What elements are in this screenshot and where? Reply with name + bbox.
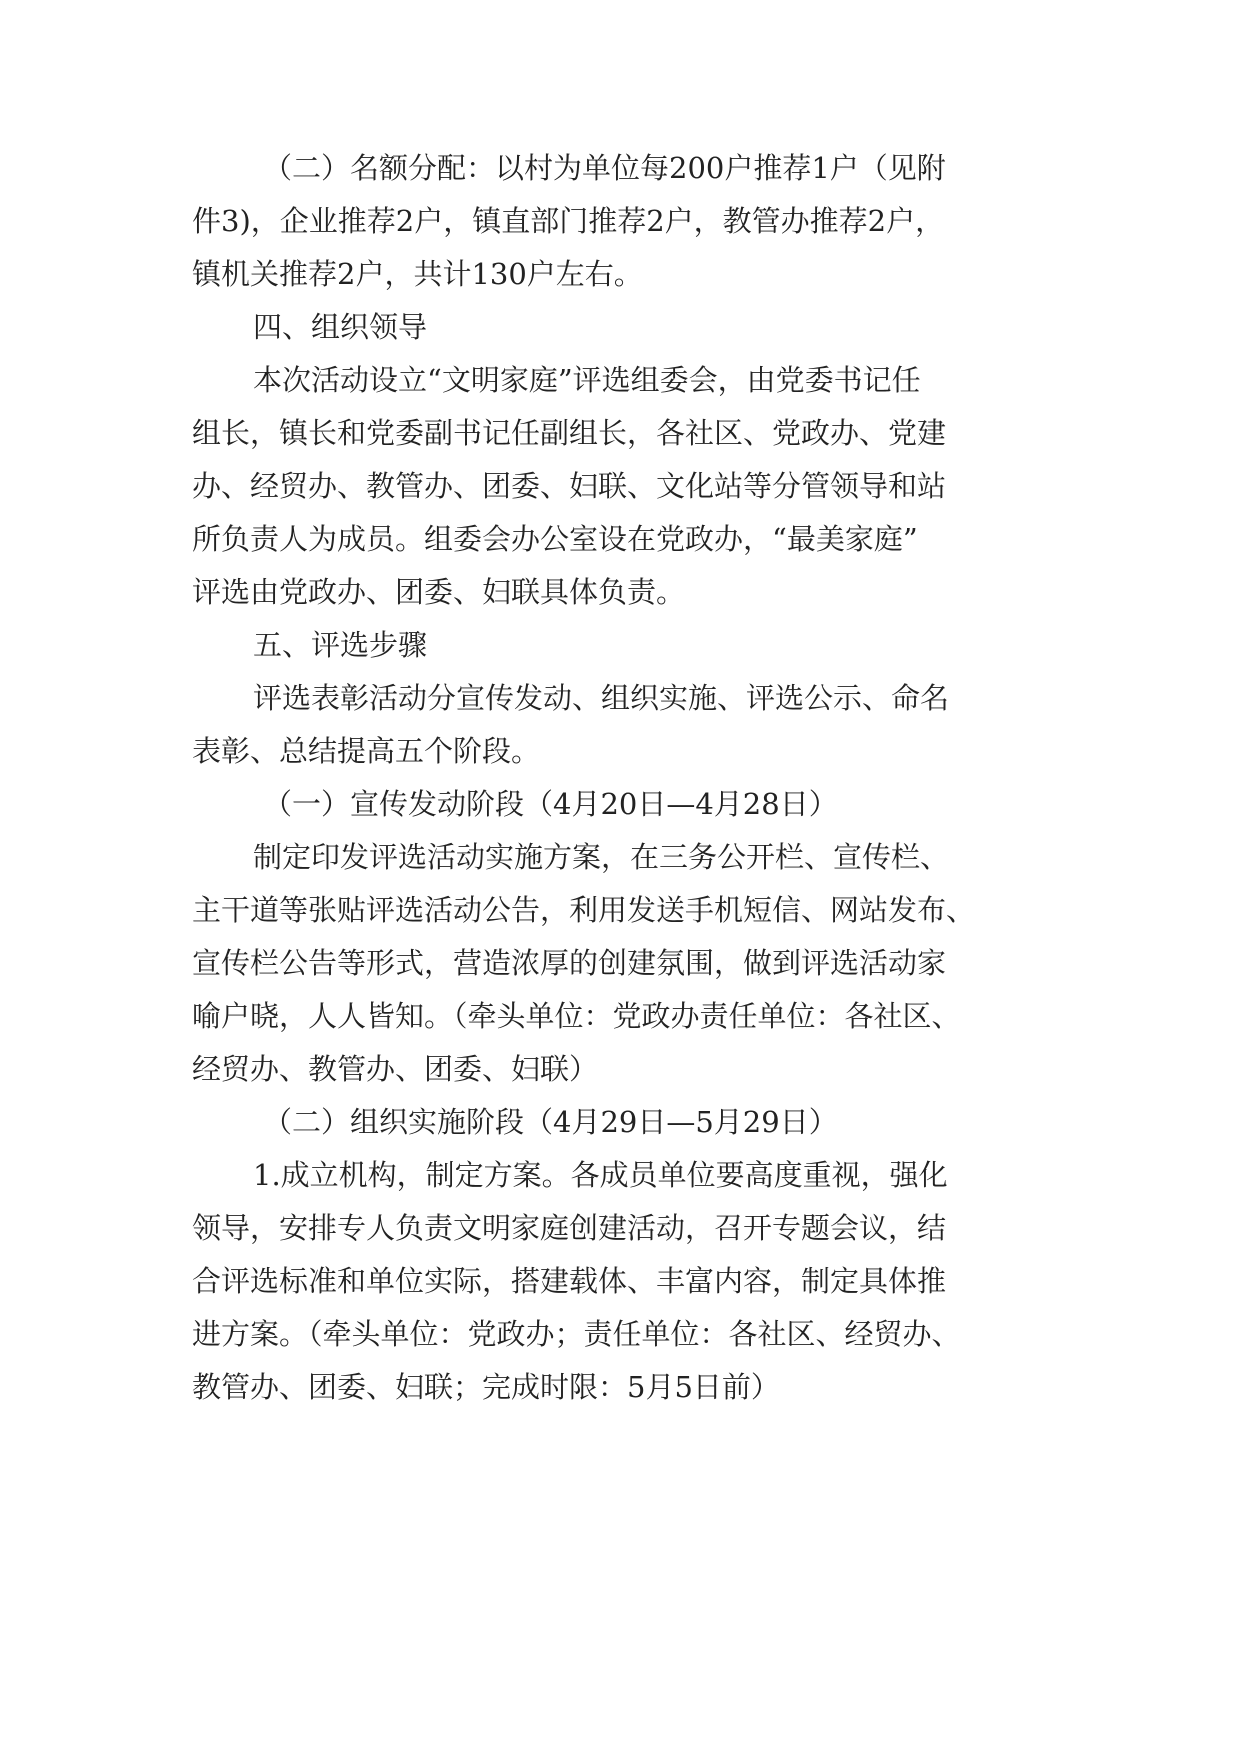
paragraph-quota-line-3: 镇机关推荐2户，共计130户左右。 [192, 257, 643, 291]
paragraph-organization-line-1: 本次活动设立“文明家庭”评选组委会，由党委书记任 [253, 363, 921, 397]
paragraph-implementation-line-5: 教管办、团委、妇联；完成时限：5月5日前） [192, 1370, 780, 1404]
section-heading-steps: 五、评选步骤 [253, 628, 428, 662]
paragraph-steps-line-1: 评选表彰活动分宣传发动、组织实施、评选公示、命名 [253, 681, 950, 715]
paragraph-implementation-line-4: 进方案。（牵头单位：党政办；责任单位：各社区、经贸办、 [192, 1317, 961, 1351]
paragraph-organization-line-4: 所负责人为成员。组委会办公室设在党政办，“最美家庭” [192, 522, 918, 556]
subheading-publicity-stage: （一）宣传发动阶段（4月20日—4月28日） [263, 787, 838, 821]
paragraph-organization-line-5: 评选由党政办、团委、妇联具体负责。 [192, 575, 686, 609]
paragraph-implementation-line-3: 合评选标准和单位实际，搭建载体、丰富内容，制定具体推 [192, 1264, 947, 1298]
subheading-implementation-stage: （二）组织实施阶段（4月29日—5月29日） [263, 1105, 838, 1139]
paragraph-implementation-line-1: 1.成立机构，制定方案。各成员单位要高度重视，强化 [253, 1158, 948, 1192]
paragraph-quota-line-1: （二）名额分配：以村为单位每200户推荐1户（见附 [263, 151, 946, 185]
paragraph-organization-line-2: 组长，镇长和党委副书记任副组长，各社区、党政办、党建 [192, 416, 947, 450]
paragraph-publicity-line-1: 制定印发评选活动实施方案，在三务公开栏、宣传栏、 [253, 840, 950, 874]
paragraph-publicity-line-5: 经贸办、教管办、团委、妇联） [192, 1052, 599, 1086]
paragraph-publicity-line-4: 喻户晓，人人皆知。（牵头单位：党政办责任单位：各社区、 [192, 999, 961, 1033]
section-heading-organization: 四、组织领导 [253, 310, 428, 344]
paragraph-organization-line-3: 办、经贸办、教管办、团委、妇联、文化站等分管领导和站 [192, 469, 947, 503]
paragraph-implementation-line-2: 领导，安排专人负责文明家庭创建活动，召开专题会议，结 [192, 1211, 947, 1245]
paragraph-steps-line-2: 表彰、总结提高五个阶段。 [192, 734, 541, 768]
paragraph-quota-line-2: 件3)，企业推荐2户，镇直部门推荐2户，教管办推荐2户， [192, 204, 945, 238]
paragraph-publicity-line-2: 主干道等张贴评选活动公告，利用发送手机短信、网站发布、 [192, 893, 976, 927]
paragraph-publicity-line-3: 宣传栏公告等形式，营造浓厚的创建氛围，做到评选活动家 [192, 946, 947, 980]
